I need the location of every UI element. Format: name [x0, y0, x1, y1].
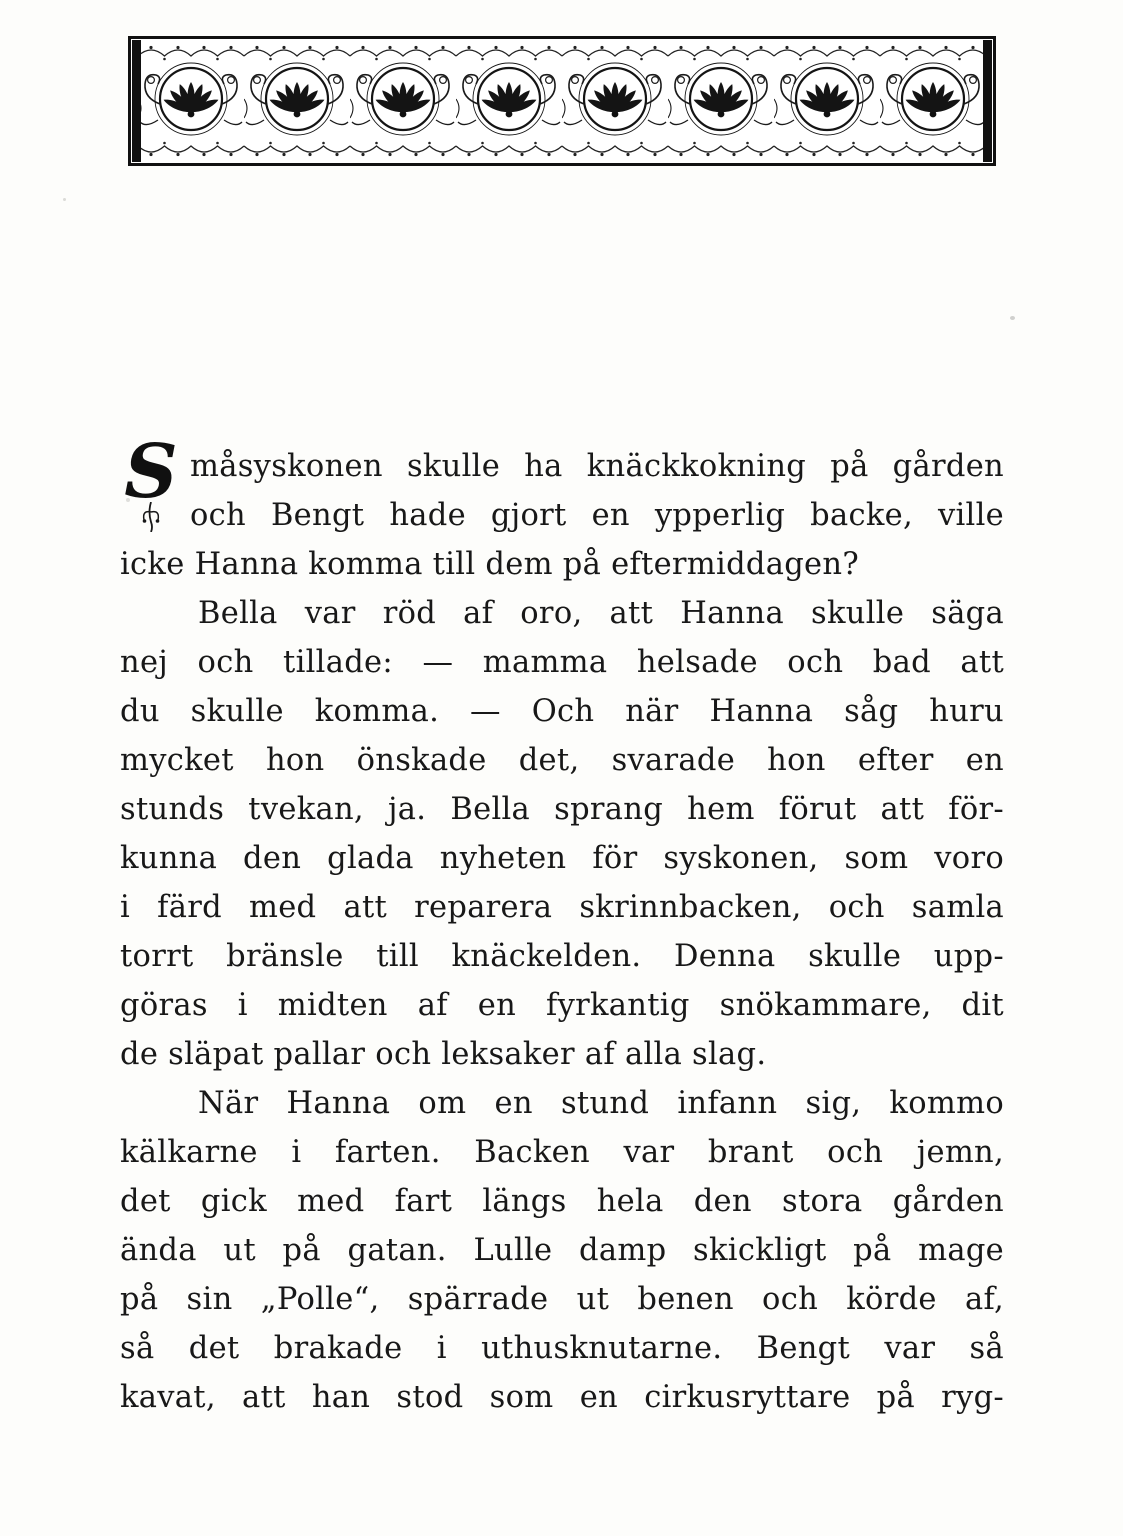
- text-line: kavat, att han stod som en cirkusryttare på ryg-: [120, 1380, 1004, 1415]
- text-line: stunds tvekan, ja. Bella sprang hem förut att för-: [120, 792, 1004, 827]
- text-line: i färd med att reparera skrinnbacken, och samla: [120, 890, 1004, 925]
- text-line: kunna den glada nyheten för syskonen, som voro: [120, 841, 1004, 876]
- scan-speck: [63, 198, 66, 201]
- drop-cap-letter: S: [124, 429, 178, 515]
- scan-speck: [1010, 316, 1015, 320]
- text-line: torrt bränsle till knäckelden. Denna skulle upp-: [120, 939, 1004, 974]
- text-line: måsyskonen skulle ha knäckkokning på gården: [190, 449, 1004, 484]
- text-line: icke Hanna komma till dem på eftermiddagen?: [120, 547, 859, 582]
- text-line: på sin „Polle“, spärrade ut benen och körde af,: [120, 1282, 1004, 1317]
- text-line: nej och tillade: — mamma helsade och bad att: [120, 645, 1004, 680]
- text-block: [120, 429, 1004, 1422]
- text-line: du skulle komma. — Och när Hanna såg huru: [120, 694, 1004, 729]
- paragraph-1: [120, 429, 1004, 589]
- text-line: mycket hon önskade det, svarade hon efter en: [120, 743, 1004, 778]
- text-line: och Bengt hade gjort en ypperlig backe, ville: [190, 498, 1004, 533]
- text-line: det gick med fart längs hela den stora gården: [120, 1184, 1004, 1219]
- ornamental-header-band: [128, 36, 996, 166]
- drop-cap: [120, 429, 182, 536]
- paragraph-2: [120, 589, 1004, 1079]
- text-line: ända ut på gatan. Lulle damp skickligt på mage: [120, 1233, 1004, 1268]
- ornament-engraving: [128, 36, 996, 166]
- text-line: göras i midten af en fyrkantig snökammare, dit: [120, 988, 1004, 1023]
- text-line: När Hanna om en stund infann sig, kommo: [198, 1086, 1004, 1121]
- text-line: kälkarne i farten. Backen var brant och jemn,: [120, 1135, 1004, 1170]
- text-line: Bella var röd af oro, att Hanna skulle säga: [198, 596, 1004, 631]
- paragraph-3: [120, 1079, 1004, 1422]
- text-line: de släpat pallar och leksaker af alla slag.: [120, 1037, 767, 1072]
- text-line: så det brakade i uthusknutarne. Bengt var så: [120, 1331, 1004, 1366]
